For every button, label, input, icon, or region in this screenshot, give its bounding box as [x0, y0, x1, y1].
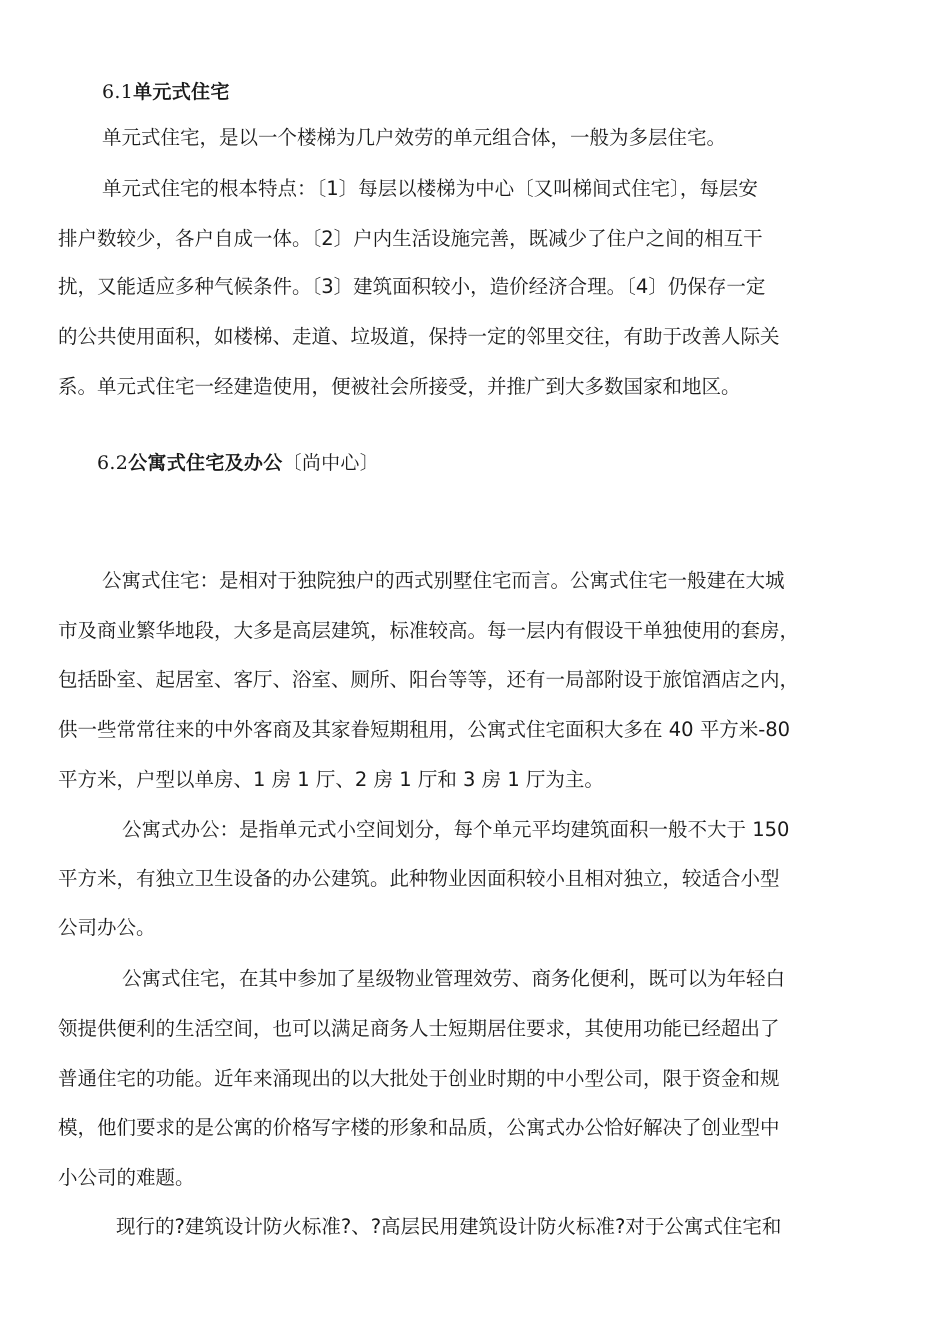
paragraph-line: 平方米，户型以单房、1 房 1 厅、2 房 1 厅和 3 房 1 厅为主。	[58, 768, 604, 791]
paragraph-line: 系。单元式住宅一经建造使用，便被社会所接受，并推广到大多数国家和地区。	[58, 375, 741, 398]
heading-title: 单元式住宅	[133, 81, 230, 103]
paragraph-line: 扰，又能适应多种气候条件。〔3〕建筑面积较小，造价经济合理。〔4〕仍保存一定	[58, 275, 766, 298]
section-heading-6-1	[102, 77, 230, 104]
paragraph-line: 现行的?建筑设计防火标准?、?高层民用建筑设计防火标准?对于公寓式住宅和	[116, 1215, 782, 1238]
paragraph-line: 单元式住宅的根本特点：〔1〕每层以楼梯为中心〔又叫梯间式住宅〕，每层安	[102, 177, 758, 200]
paragraph-line: 排户数较少，各户自成一体。〔2〕户内生活设施完善，既减少了住户之间的相互干	[58, 227, 763, 250]
paragraph-line: 公寓式办公：是指单元式小空间划分，每个单元平均建筑面积一般不大于 150	[122, 818, 790, 841]
heading-subtitle: 〔尚中心〕	[282, 452, 380, 474]
paragraph-line: 包括卧室、起居室、客厅、浴室、厕所、阳台等等，还有一局部附设于旅馆酒店之内，	[58, 668, 800, 691]
heading-title: 公寓式住宅及办公	[128, 452, 283, 474]
heading-number: 6.1	[102, 81, 134, 103]
paragraph-line: 公寓式住宅，在其中参加了星级物业管理效劳、商务化便利，既可以为年轻白	[122, 967, 786, 990]
section-heading-6-2	[97, 448, 379, 475]
paragraph-line: 单元式住宅，是以一个楼梯为几户效劳的单元组合体，一般为多层住宅。	[102, 126, 727, 149]
paragraph-line: 市及商业繁华地段，大多是高层建筑，标准较高。每一层内有假设干单独使用的套房，	[58, 619, 800, 642]
paragraph-line: 的公共使用面积，如楼梯、走道、垃圾道，保持一定的邻里交往，有助于改善人际关	[58, 325, 780, 348]
paragraph-line: 公司办公。	[58, 916, 156, 939]
heading-number: 6.2	[97, 452, 129, 474]
paragraph-line: 小公司的难题。	[58, 1166, 195, 1189]
paragraph-line: 领提供便利的生活空间，也可以满足商务人士短期居住要求，其使用功能已经超出了	[58, 1017, 780, 1040]
paragraph-line: 平方米，有独立卫生设备的办公建筑。此种物业因面积较小且相对独立，较适合小型	[58, 867, 780, 890]
paragraph-line: 模，他们要求的是公寓的价格写字楼的形象和品质，公寓式办公恰好解决了创业型中	[58, 1116, 780, 1139]
paragraph-line: 供一些常常往来的中外客商及其家眷短期租用，公寓式住宅面积大多在 40 平方米-80	[58, 718, 791, 741]
paragraph-line: 普通住宅的功能。近年来涌现出的以大批处于创业时期的中小型公司，限于资金和规	[58, 1067, 780, 1090]
paragraph-line: 公寓式住宅：是相对于独院独户的西式别墅住宅而言。公寓式住宅一般建在大城	[102, 569, 785, 592]
